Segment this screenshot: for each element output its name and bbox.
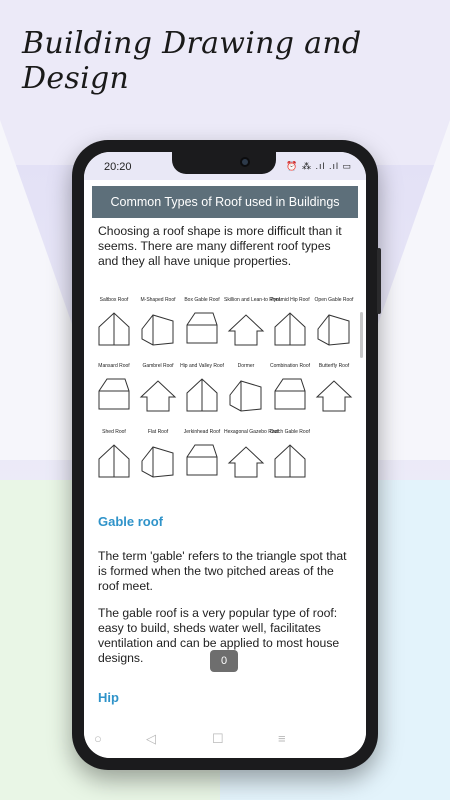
roof-type-item — [312, 363, 356, 415]
roof-type-item — [312, 297, 356, 349]
roof-type-label: Shed Roof — [102, 429, 126, 435]
roof-type-item — [180, 429, 224, 481]
roof-type-label: Combination Roof — [269, 363, 311, 369]
roof-drawing-icon — [183, 437, 221, 481]
roof-outline — [142, 447, 173, 477]
article-content-lower[interactable] — [98, 504, 354, 719]
status-icons: ⏰ ⁂ .ıl .ıl ▭ — [286, 161, 352, 171]
roof-outline — [229, 447, 263, 477]
navigation-bar — [84, 722, 366, 758]
roof-type-label: Saltbox Roof — [99, 297, 129, 303]
page-counter-badge: 0 — [210, 650, 238, 672]
roof-type-item — [268, 429, 312, 481]
home-circle-icon[interactable]: ○ — [94, 731, 102, 746]
roof-drawing-icon — [315, 305, 353, 349]
roof-outline — [142, 315, 173, 345]
roof-type-item — [92, 429, 136, 481]
roof-type-label: M-Shaped Roof — [140, 297, 176, 303]
roof-outline — [141, 381, 175, 411]
roof-outline — [229, 315, 263, 345]
roof-outline — [317, 381, 351, 411]
section-heading-gable[interactable]: Gable roof — [98, 514, 164, 529]
phone-side-button — [377, 248, 381, 314]
roof-drawing-icon — [95, 371, 133, 415]
menu-button[interactable]: ≡ — [278, 731, 286, 746]
roof-drawing-icon — [95, 437, 133, 481]
phone-screen — [84, 152, 366, 758]
roof-type-label: Flat Roof — [147, 429, 169, 435]
roof-drawing-icon — [183, 305, 221, 349]
roof-outline — [99, 313, 129, 345]
gable-paragraph-2: The gable roof is a very popular type of roof: easy to build, sheds water well, facilitates ventilation and can be applied to most house designs. — [98, 606, 340, 665]
roof-type-item — [224, 297, 280, 349]
roof-type-item — [92, 297, 136, 349]
roof-type-item — [180, 297, 224, 349]
roof-outline — [187, 379, 217, 411]
roof-type-label: Hexagonal Gazebo Roof — [224, 429, 279, 435]
roof-drawing-icon — [227, 305, 265, 349]
roof-type-item — [268, 363, 312, 415]
roof-drawing-icon — [271, 437, 309, 481]
gable-paragraph-1: The term 'gable' refers to the triangle spot that is formed when the two pitched areas of the roof meet. — [98, 549, 347, 593]
roof-drawing-icon — [271, 371, 309, 415]
roof-type-label: Dutch Gable Roof — [270, 429, 310, 435]
roof-type-item — [180, 363, 224, 415]
roof-drawing-icon — [95, 305, 133, 349]
roof-type-label: Gambrel Roof — [142, 363, 174, 369]
roof-types-illustration — [92, 297, 358, 497]
roof-type-label: Hip and Valley Roof — [180, 363, 224, 369]
page-title: Common Types of Roof used in Buildings — [92, 186, 358, 218]
roof-outline — [230, 381, 261, 411]
roof-type-item — [224, 429, 279, 481]
status-bar — [84, 152, 366, 180]
roof-drawing-icon — [227, 371, 265, 415]
roof-type-item — [136, 363, 180, 415]
roof-type-item — [224, 363, 268, 415]
roof-outline — [187, 445, 217, 475]
roof-type-label: Mansard Roof — [98, 363, 130, 369]
roof-drawing-icon — [139, 371, 177, 415]
intro-paragraph: Choosing a roof shape is more difficult than it seems. There are many different roof types and they all have unique properties. — [98, 224, 342, 268]
scrollbar[interactable] — [360, 312, 363, 358]
roof-outline — [275, 313, 305, 345]
roof-type-item — [268, 297, 312, 349]
roof-drawing-icon — [315, 371, 353, 415]
roof-type-item — [136, 297, 180, 349]
roof-drawing-icon — [183, 371, 221, 415]
recents-button[interactable]: ☐ — [212, 731, 224, 746]
back-button[interactable]: ◁ — [146, 731, 156, 746]
roof-outline — [275, 445, 305, 477]
roof-type-label: Jerkinhead Roof — [183, 429, 221, 435]
roof-outline — [99, 379, 129, 409]
roof-type-label: Skillion and Lean-to Roof — [224, 297, 280, 303]
roof-type-label: Box Gable Roof — [184, 297, 220, 303]
roof-type-item — [136, 429, 180, 481]
section-heading-hip[interactable]: Hip — [98, 690, 119, 705]
roof-type-item — [92, 363, 136, 415]
camera-notch — [172, 152, 276, 174]
roof-type-label: Dormer — [237, 363, 255, 369]
roof-outline — [318, 315, 349, 345]
article-content[interactable] — [98, 224, 354, 281]
phone-frame — [72, 140, 378, 770]
roof-outline — [187, 313, 217, 343]
roof-drawing-icon — [271, 305, 309, 349]
roof-drawing-icon — [139, 437, 177, 481]
roof-type-label: Open Gable Roof — [314, 297, 354, 303]
roof-type-label: Pyramid Hip Roof — [270, 297, 310, 303]
roof-outline — [99, 445, 129, 477]
roof-drawing-icon — [139, 305, 177, 349]
promo-headline: Building Drawing and Design — [22, 26, 362, 96]
roof-type-label: Butterfly Roof — [318, 363, 350, 369]
roof-outline — [275, 379, 305, 409]
status-time: 20:20 — [104, 161, 132, 173]
roof-drawing-icon — [227, 437, 265, 481]
camera-icon — [240, 157, 250, 167]
